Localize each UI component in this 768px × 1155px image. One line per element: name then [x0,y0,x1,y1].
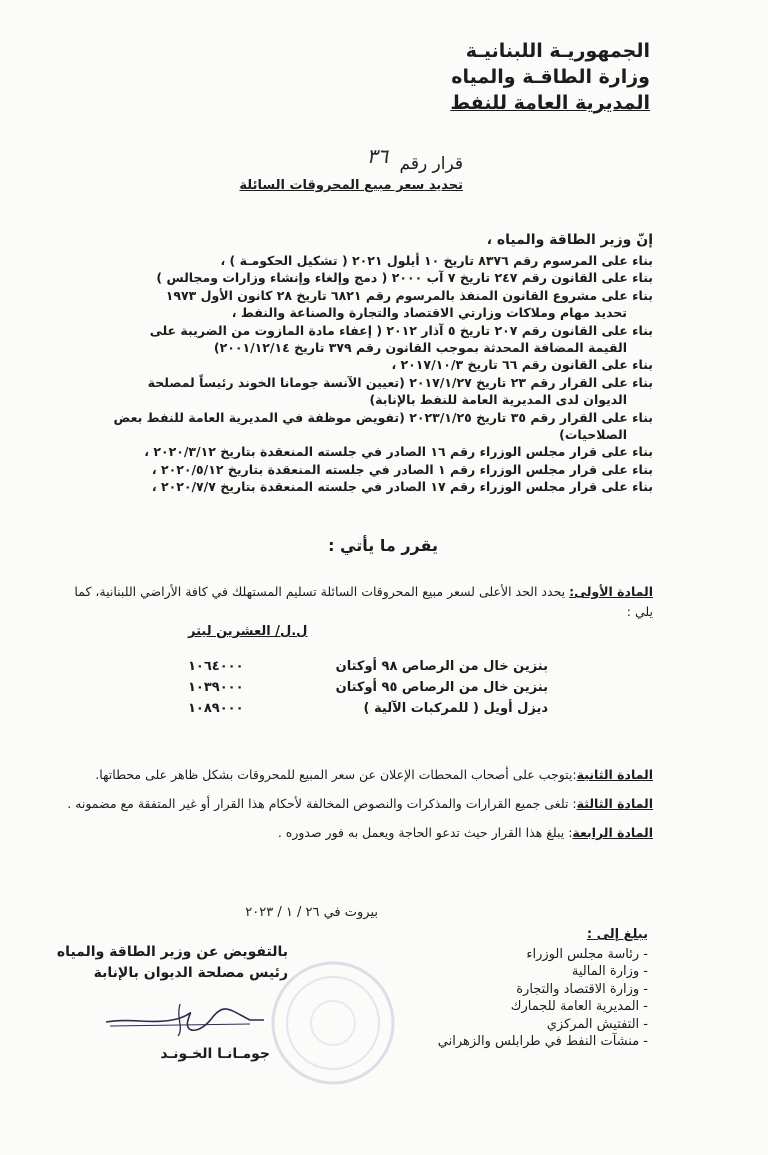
recital-line: القيمة المضافة المحدثة بموجب القانون رقم ٣٧٩ تاريخ ٢٠٠١/١٢/١٤) [213,340,627,356]
signatory-name: جومـانـا الخـونـد [160,1046,270,1062]
recital-line: الديوان لدى المديرية العامة للنفط بالإنابة) [369,392,627,408]
letterhead-republic: الجمهوريـة اللبنانيـة [465,40,650,62]
recital-line: بناء على قرار مجلس الوزراء رقم ١٧ الصادر في جلسته المنعقدة بتاريخ ٢٠٢٠/٧/٧ ، [151,479,653,495]
signature-block [57,942,288,984]
price-product: ديزل أويل ( للمركبات الآلية ) [363,701,548,716]
recital-line: بناء على القانون رقم ٦٦ تاريخ ٢٠١٧/١٠/٣ ، [391,357,653,373]
recital-line: بناء على مشروع القانون المنفذ بالمرسوم رقم ٦٨٢١ تاريخ ٢٨ كانون الأول ١٩٧٣ [165,287,653,303]
article-4 [93,824,653,841]
decision-subject: تحديد سعر مبيع المحروقات السائلة [239,178,463,193]
signature-title: رئيس مصلحة الديوان بالإنابة [93,965,288,981]
price-product: بنزين خال من الرصاص ٩٥ أوكتان [335,680,548,695]
letterhead-directorate: المديرية العامة للنفط [450,92,650,114]
distribution-heading: يبلغ إلى : [586,927,648,942]
price-row [188,677,548,698]
recital-line: الصلاحيات) [559,427,627,443]
recital-line: بناء على المرسوم رقم ٨٣٧٦ تاريخ ١٠ أيلول ٢٠٢١ ( تشكيل الحكومـة ) ، [220,253,653,268]
distribution-item: - رئاسة مجلس الوزراء [438,946,648,964]
articles-2-4 [67,766,653,853]
recital-line: بناء على قرار مجلس الوزراء رقم ١ الصادر في جلسته المنعقدة بتاريخ ٢٠٢٠/٥/١٢ ، [151,461,653,477]
letterhead [450,38,650,116]
handwritten-signature [100,998,270,1038]
recital-line: بناء على القرار رقم ٢٣ تاريخ ٢٠١٧/١/٢٧ (تعيين الآنسة جومانا الخوند رئيساً لمصلحة [147,374,653,390]
price-value: ١٠٦٤٠٠٠ [188,659,244,674]
distribution-items [438,946,648,1051]
price-row [188,698,548,719]
distribution-item: - التفتيش المركزي [438,1016,648,1034]
price-list [188,656,548,719]
price-value: ١٠٨٩٠٠٠ [188,701,244,716]
article-4-label: المادة الرابعة [572,825,653,840]
article-3-label: المادة الثالثة [576,796,653,811]
article-3 [67,795,653,812]
article-4-text: : يبلغ هذا القرار حيث تدعو الحاجة ويعمل به فور صدوره . [277,825,573,840]
signature-authority: بالتفويض عن وزير الطاقة والمياه [56,944,288,960]
article-2 [93,766,653,783]
preamble-intro: إنّ وزير الطاقة والمياه ، [486,232,653,248]
decision-title [366,144,463,174]
recital-line: تحديد مهام وملاكات وزارتي الاقتصاد والتجارة والصناعة والنفط ، [231,305,627,321]
article-3-text: : تلغى جميع القرارات والمذكرات والنصوص المخالفة لأحكام هذا القرار أو غير المتفقة مع مضمونه . [67,796,577,811]
distribution-item: - وزارة الاقتصاد والتجارة [438,981,648,999]
price-row [188,656,548,677]
article-1-text: يحدد الحد الأعلى لسعر مبيع المحروقات السائلة تسليم المستهلك في كافة الأراضي اللبنانية، كما يلي : [74,584,653,619]
recital-line: بناء على القانون رقم ٢٠٧ تاريخ ٥ آذار ٢٠١٢ ( إعفاء مادة المازوت من الضريبة على [149,322,653,338]
distribution-item: - وزارة المالية [438,963,648,981]
recital-line: بناء على قرار مجلس الوزراء رقم ١٦ الصادر في جلسته المنعقدة بتاريخ ٢٠٢٠/٣/١٢ ، [144,444,653,460]
distribution-item: - المديرية العامة للجمارك [438,998,648,1016]
article-2-label: المادة الثانية [576,767,653,782]
article-2-text: :يتوجب على أصحاب المحطات الإعلان عن سعر المبيع للمحروقات بشكل ظاهر على محطاتها. [95,767,577,782]
official-stamp [268,958,398,1088]
price-product: بنزين خال من الرصاص ٩٨ أوكتان [335,659,548,674]
recital-line: بناء على القانون رقم ٢٤٧ تاريخ ٧ آب ٢٠٠٠ ( دمج وإلغاء وإنشاء وزارات ومجالس ) [156,270,653,286]
letterhead-ministry: وزارة الطاقـة والمياه [451,66,650,88]
price-value: ١٠٣٩٠٠٠ [188,680,244,695]
distribution-list [438,926,648,1051]
recital-line: بناء على القرار رقم ٣٥ تاريخ ٢٠٢٣/١/٢٥ (تفويض موظفة في المديرية العامة للنفط بعض [113,409,653,425]
article-1-label: المادة الأولى: [569,584,653,599]
recitals [93,252,653,496]
decides-heading: يقرر ما يأتي : [328,536,438,555]
article-1 [53,582,653,622]
decision-number: ٣٦ [366,144,389,168]
decision-label: قرار رقم [399,154,463,174]
issue-date: بيروت في ٢٦ / ١ / ٢٠٢٣ [245,905,378,920]
distribution-item: - منشآت النفط في طرابلس والزهراني [438,1033,648,1051]
price-unit: ل.ل/ العشرين ليتر [188,624,308,639]
